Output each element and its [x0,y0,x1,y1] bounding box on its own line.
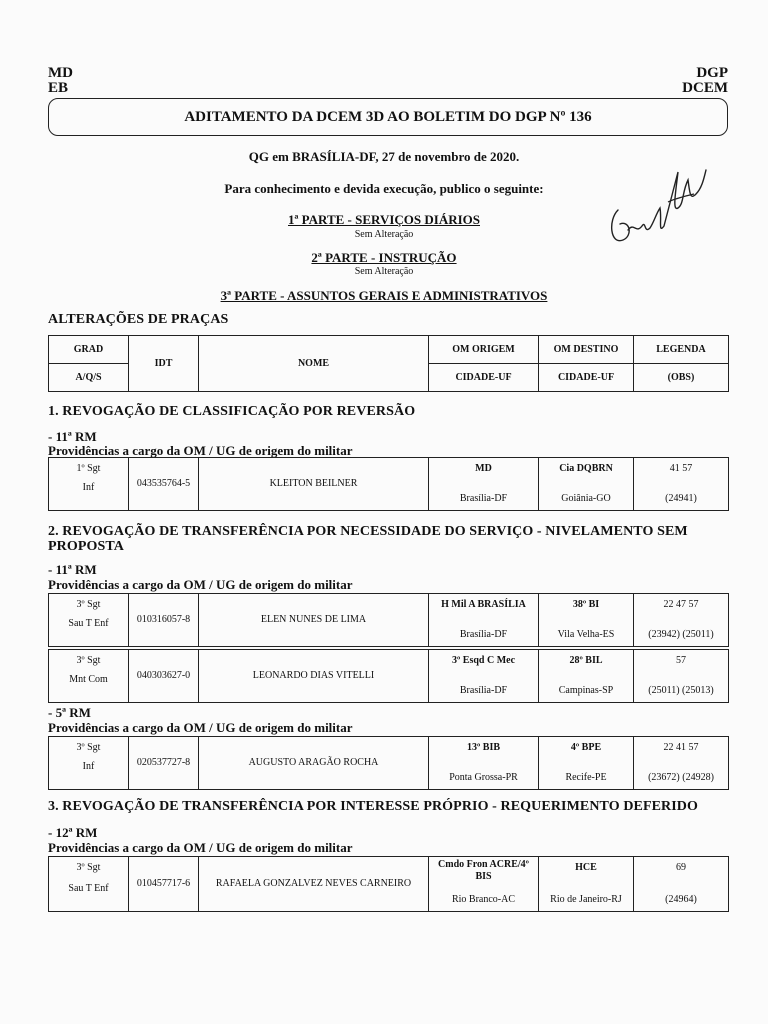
origem-cidade-value: Ponta Grossa-PR [449,772,518,783]
origem-value: MD [475,463,492,474]
part3-title: 3ª PARTE - ASSUNTOS GERAIS E ADMINISTRATIVOS [220,288,548,303]
section-3-title: 3. REVOGAÇÃO DE TRANSFERÊNCIA POR INTERESSE PRÓPRIO - REQUERIMENTO DEFERIDO [48,799,699,814]
idt-value: 010316057-8 [129,594,199,647]
section-1-title: 1. REVOGAÇÃO DE CLASSIFICAÇÃO POR REVERSÃO [48,404,416,419]
idt-value: 043535764-5 [129,458,199,511]
origem-cidade-value: Rio Branco-AC [451,894,516,905]
signature-graphic [598,150,718,260]
destino-value: 38º BI [572,599,600,610]
col-destino-cidade: CIDADE-UF [539,364,634,392]
origem-cell [429,458,539,511]
nome-value: RAFAELA GONZALVEZ NEVES CARNEIRO [199,857,429,912]
legenda-bottom-value: (23672) (24928) [648,772,714,783]
record-table [48,649,729,703]
legenda-top-value: 69 [676,862,686,873]
grad-value: 3º Sgt [76,742,101,753]
col-obs: (OBS) [634,364,729,392]
nome-value: LEONARDO DIAS VITELLI [199,650,429,703]
destino-value: Cia DQBRN [559,463,613,474]
idt-value: 010457717-6 [129,857,199,912]
origem-cidade-value: Brasília-DF [459,629,508,640]
nome-value: KLEITON BEILNER [199,458,429,511]
col-grad: GRAD [49,336,129,364]
legenda-cell [634,737,729,790]
grad-value: 3º Sgt [76,655,101,666]
origem-value: H Mil A BRASÍLIA [441,599,526,610]
origem-cell [429,594,539,647]
destino-cidade-value: Goiânia-GO [561,493,611,504]
idt-value: 040303627-0 [129,650,199,703]
col-legenda: LEGENDA [634,336,729,364]
origem-value: 3º Esqd C Mec [451,655,516,666]
legend-table [48,335,729,392]
origem-cell [429,737,539,790]
destino-cidade-value: Vila Velha-ES [557,629,615,640]
nome-value: AUGUSTO ARAGÃO ROCHA [199,737,429,790]
section-2-prov-1: Providências a cargo da OM / UG de origem do militar [48,577,353,592]
legenda-bottom-value: (23942) (25011) [648,629,714,640]
section-2-title: 2. REVOGAÇÃO DE TRANSFERÊNCIA POR NECESSIDADE DO SERVIÇO - NIVELAMENTO SEM [48,524,688,539]
section-2-rm-1: - 11ª RM [48,562,97,577]
col-nome: NOME [199,336,429,392]
qual-value: Mnt Com [69,674,108,685]
origem-cidade-value: Brasília-DF [459,685,508,696]
legenda-top-value: 41 57 [669,463,693,474]
grad-cell [49,857,129,912]
qual-value: Inf [82,761,95,772]
org-md: MD [48,65,73,81]
col-idt: IDT [129,336,199,392]
nome-value: ELEN NUNES DE LIMA [199,594,429,647]
part2-title: 2ª PARTE - INSTRUÇÃO [311,250,457,265]
legenda-bottom-value: (24964) [665,894,697,905]
org-dgp: DGP [696,65,728,81]
destino-value: HCE [575,862,597,873]
legenda-cell [634,458,729,511]
grad-cell [49,737,129,790]
record-table [48,856,729,912]
section-1-rm: - 11ª RM [48,429,97,444]
legenda-top-value: 57 [676,655,686,666]
destino-cell [539,594,634,647]
section-2-rm-2: - 5ª RM [48,705,91,720]
grad-cell [49,594,129,647]
legenda-cell [634,857,729,912]
destino-cell [539,650,634,703]
section-2-prov-2: Providências a cargo da OM / UG de origem do militar [48,720,353,735]
origem-cell [429,857,539,912]
legenda-cell [634,650,729,703]
origem-value: 13º BIB [466,742,501,753]
section-1-prov: Providências a cargo da OM / UG de origem do militar [48,443,353,458]
destino-cell [539,737,634,790]
part1-title: 1ª PARTE - SERVIÇOS DIÁRIOS [288,212,480,227]
destino-cidade-value: Rio de Janeiro-RJ [550,894,622,905]
section-title: ALTERAÇÕES DE PRAÇAS [48,312,229,327]
origem-cell [429,650,539,703]
legenda-bottom-value: (24941) [665,493,697,504]
section-2-title-cont: PROPOSTA [48,539,124,554]
org-dcem: DCEM [682,80,728,96]
section-3-rm: - 12ª RM [48,825,98,840]
title-box [48,98,728,136]
qual-value: Inf [82,482,95,493]
origem-value: Cmdo Fron ACRE/4º BIS [438,859,529,882]
destino-value: 28º BIL [569,655,603,666]
legenda-cell [634,594,729,647]
col-om-destino: OM DESTINO [539,336,634,364]
part2-note: Sem Alteração [354,266,414,277]
destino-cidade-value: Campinas-SP [558,685,614,696]
record-table [48,593,729,647]
grad-value: 3º Sgt [76,862,101,873]
grad-value: 1º Sgt [76,463,101,474]
record-table [48,457,729,511]
destino-cidade-value: Recife-PE [565,772,607,783]
col-origem-cidade: CIDADE-UF [429,364,539,392]
document-title: ADITAMENTO DA DCEM 3D AO BOLETIM DO DGP Nº 136 [184,109,592,125]
origem-cidade-value: Brasília-DF [459,493,508,504]
qual-value: Sau T Enf [68,618,109,629]
legenda-top-value: 22 47 57 [663,599,699,610]
record-table [48,736,729,790]
place-date: QG em BRASÍLIA-DF, 27 de novembro de 2020. [248,149,520,164]
org-eb: EB [48,80,69,96]
publish-line: Para conhecimento e devida execução, publico o seguinte: [224,181,544,196]
qual-value: Sau T Enf [68,883,109,894]
legenda-top-value: 22 41 57 [663,742,699,753]
grad-value: 3º Sgt [76,599,101,610]
destino-cell [539,857,634,912]
legenda-bottom-value: (25011) (25013) [648,685,714,696]
destino-cell [539,458,634,511]
col-aqs: A/Q/S [49,364,129,392]
part1-note: Sem Alteração [354,229,414,240]
grad-cell [49,458,129,511]
destino-value: 4º BPE [570,742,602,753]
section-3-prov: Providências a cargo da OM / UG de origem do militar [48,840,353,855]
grad-cell [49,650,129,703]
idt-value: 020537727-8 [129,737,199,790]
col-om-origem: OM ORIGEM [429,336,539,364]
